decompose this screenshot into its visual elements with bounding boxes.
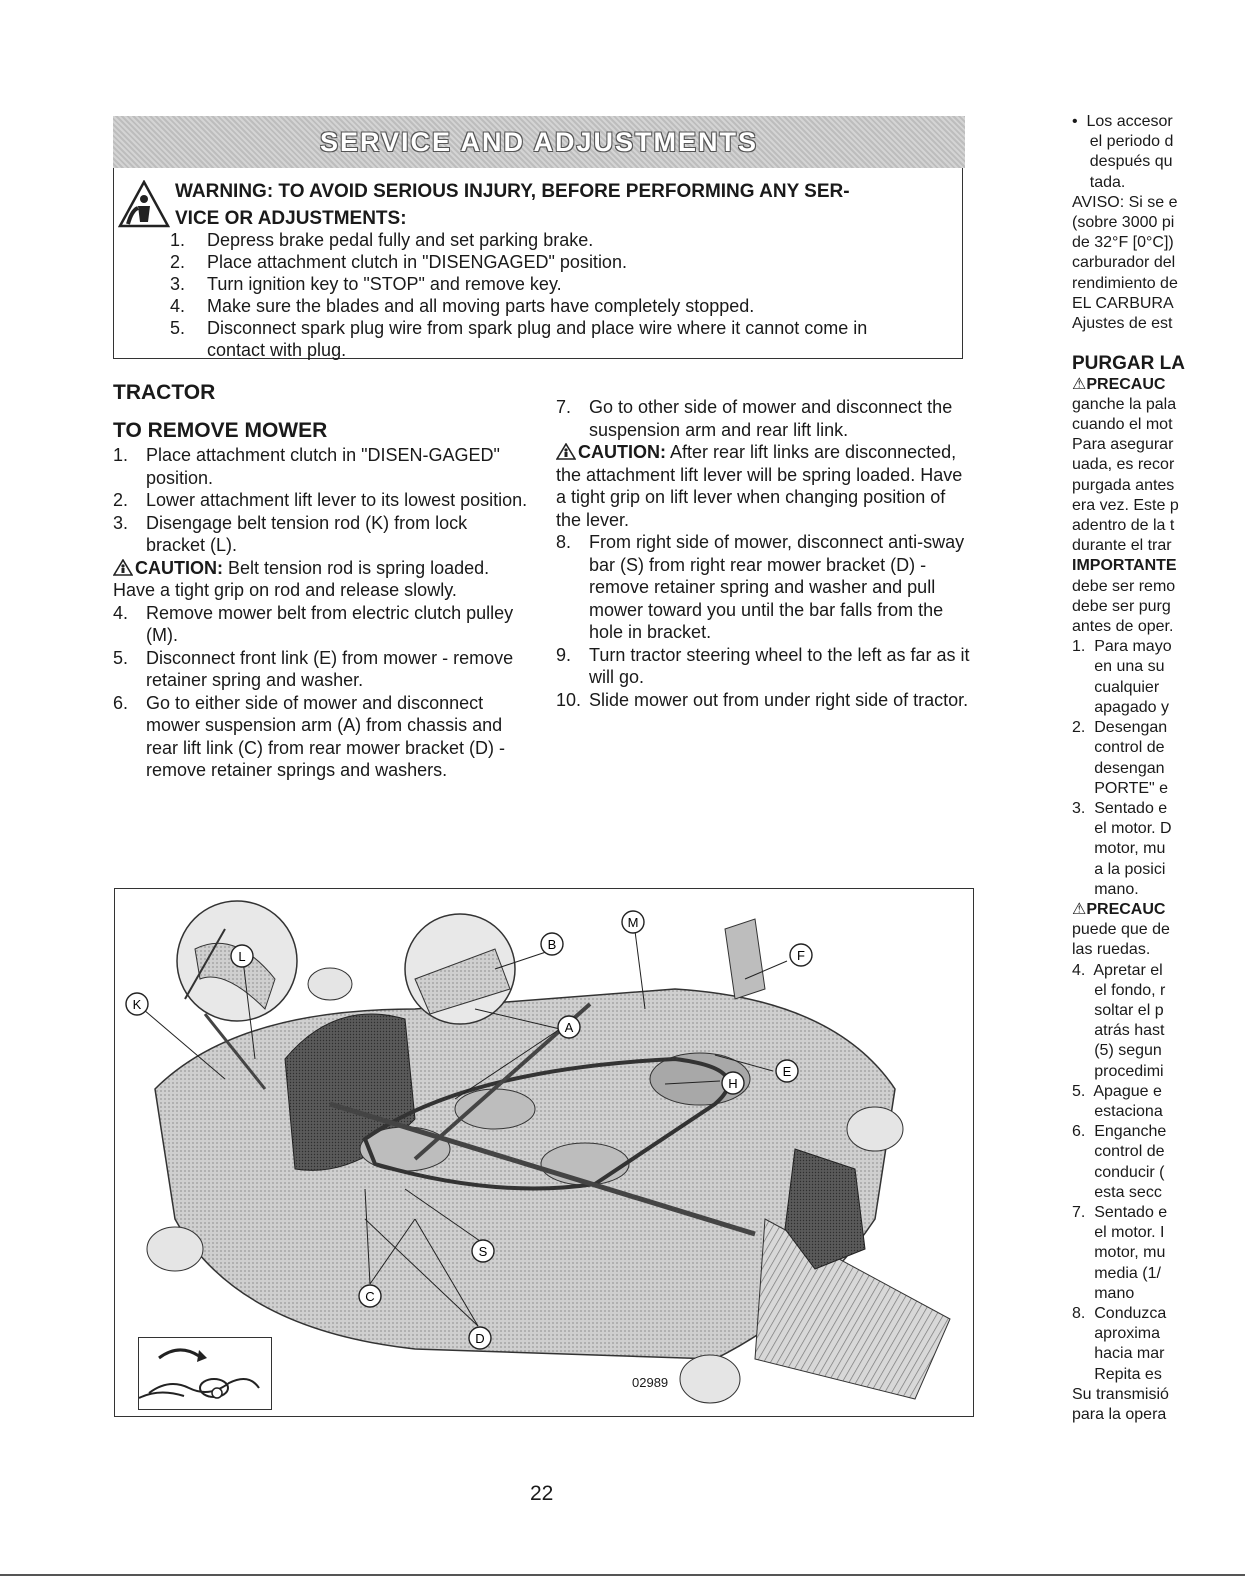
spanish-line: puede que de bbox=[1072, 921, 1170, 939]
callout-H bbox=[722, 1072, 744, 1094]
callout-M bbox=[622, 911, 644, 933]
step-item: 1. Place attachment clutch in "DISEN-GAGED" position. bbox=[113, 445, 500, 488]
step-item: 2. Lower attachment lift lever to its lowest position. bbox=[113, 490, 528, 510]
step-item: 6. Go to either side of mower and disconnect mower suspension arm (A) from chassis and rear lift link (C) from rear mower bracket (D) - remove retainer springs and washers. bbox=[113, 692, 506, 780]
spanish-line: el fondo, r bbox=[1072, 981, 1166, 999]
callout-K bbox=[126, 993, 148, 1015]
spanish-line: 3. Sentado e bbox=[1072, 799, 1168, 817]
spanish-line: tada. bbox=[1072, 173, 1126, 191]
spanish-line: ganche la pala bbox=[1072, 395, 1177, 413]
spanish-line: • Los accesor bbox=[1072, 113, 1173, 130]
spanish-line: apagado y bbox=[1072, 698, 1169, 716]
spanish-line: motor, mu bbox=[1072, 1244, 1166, 1262]
warning-step: 5. Disconnect spark plug wire from spark plug and place wire where it cannot come in contact with plug. bbox=[170, 318, 868, 360]
spanish-line: después qu bbox=[1072, 153, 1173, 171]
spanish-line: las ruedas. bbox=[1072, 941, 1151, 959]
spanish-line: uada, es recor bbox=[1072, 456, 1175, 474]
warning-step: 4. Make sure the blades and all moving parts have completely stopped. bbox=[170, 296, 755, 316]
spanish-line: Ajustes de est bbox=[1072, 315, 1173, 333]
spanish-line: Repita es bbox=[1072, 1365, 1162, 1383]
spanish-line: PORTE" e bbox=[1072, 779, 1169, 797]
spanish-line: Su transmisió bbox=[1072, 1385, 1169, 1403]
spanish-line: control de bbox=[1072, 739, 1165, 757]
spanish-line: 2. Desengan bbox=[1072, 719, 1168, 737]
step-item: 9. Turn tractor steering wheel to the left as far as it will go. bbox=[556, 644, 970, 687]
callout-A bbox=[558, 1016, 580, 1038]
spanish-line: EL CARBURA bbox=[1072, 294, 1174, 312]
spanish-line: carburador del bbox=[1072, 254, 1176, 272]
spanish-line: adentro de la t bbox=[1072, 517, 1175, 535]
warning-heading-line1: WARNING: TO AVOID SERIOUS INJURY, BEFORE PERFORMING ANY SER- bbox=[175, 181, 850, 202]
spanish-line: IMPORTANTE bbox=[1072, 557, 1177, 575]
spanish-line: esta secc bbox=[1072, 1183, 1162, 1201]
svg-text:F: F bbox=[797, 948, 805, 963]
svg-text:C: C bbox=[365, 1289, 375, 1304]
callout-C bbox=[359, 1285, 381, 1307]
warning-steps bbox=[170, 229, 960, 361]
spanish-line: cuando el mot bbox=[1072, 416, 1173, 434]
svg-text:S: S bbox=[478, 1244, 488, 1259]
spanish-line: PURGAR LA bbox=[1072, 353, 1185, 375]
spanish-line: AVISO: Si se e bbox=[1072, 193, 1178, 211]
spanish-line: procedimi bbox=[1072, 1062, 1164, 1080]
spanish-line: debe ser purg bbox=[1072, 597, 1171, 615]
spanish-line: hacia mar bbox=[1072, 1345, 1165, 1363]
step-item: 3. Disengage belt tension rod (K) from lock bracket (L). bbox=[113, 512, 468, 555]
step-item: 7. Go to other side of mower and disconnect the suspension arm and rear lift link. bbox=[556, 397, 953, 440]
section-heading: TRACTOR bbox=[113, 381, 216, 404]
spanish-line: el motor. D bbox=[1072, 820, 1172, 838]
svg-text:H: H bbox=[728, 1076, 738, 1091]
spanish-line: soltar el p bbox=[1072, 1001, 1164, 1019]
svg-text:K: K bbox=[132, 997, 142, 1012]
spanish-line: a la posici bbox=[1072, 860, 1166, 878]
spanish-line: motor, mu bbox=[1072, 840, 1166, 858]
spanish-line: en una su bbox=[1072, 658, 1165, 676]
svg-text:L: L bbox=[238, 949, 246, 964]
spanish-line: mano. bbox=[1072, 880, 1139, 898]
spanish-line: era vez. Este p bbox=[1072, 496, 1179, 514]
retainer-inset bbox=[138, 1337, 272, 1410]
spanish-line bbox=[1072, 334, 1200, 354]
caution-note: CAUTION: After rear lift links are disconnected, the attachment lift lever will be spring loaded. Have a tight grip on lift lever when changing position of the lever. bbox=[556, 442, 963, 530]
spanish-line: aproxima bbox=[1072, 1325, 1161, 1343]
spanish-line: atrás hast bbox=[1072, 1022, 1165, 1040]
spanish-line: 4. Apretar el bbox=[1072, 961, 1163, 979]
svg-text:B: B bbox=[547, 937, 557, 952]
bottom-rule bbox=[0, 1574, 1245, 1576]
spanish-line: ⚠PRECAUC bbox=[1072, 900, 1166, 918]
spanish-line: 8. Conduzca bbox=[1072, 1304, 1167, 1322]
spanish-line: 1. Para mayo bbox=[1072, 638, 1172, 656]
subsection-heading: TO REMOVE MOWER bbox=[113, 419, 328, 442]
step-item: 10. Slide mower out from under right side of tractor. bbox=[556, 689, 969, 710]
section-banner bbox=[113, 116, 965, 168]
spanish-line: el periodo d bbox=[1072, 133, 1174, 151]
svg-text:E: E bbox=[782, 1064, 792, 1079]
spanish-line: ⚠PRECAUC bbox=[1072, 375, 1166, 393]
spanish-line: de 32°F [0°C]) bbox=[1072, 234, 1174, 252]
spanish-line: el motor. I bbox=[1072, 1224, 1165, 1242]
spanish-line: cualquier bbox=[1072, 678, 1160, 696]
retainer-spring-icon bbox=[139, 1338, 270, 1408]
spanish-line: mano bbox=[1072, 1284, 1135, 1302]
spanish-line: 6. Enganche bbox=[1072, 1123, 1167, 1141]
warning-person-icon bbox=[118, 180, 170, 228]
warning-step: 1. Depress brake pedal fully and set parking brake. bbox=[170, 230, 594, 250]
spanish-line: conducir ( bbox=[1072, 1163, 1165, 1181]
spanish-line: (sobre 3000 pi bbox=[1072, 214, 1175, 232]
warning-step: 2. Place attachment clutch in "DISENGAGED" position. bbox=[170, 252, 627, 272]
spanish-line: desengan bbox=[1072, 759, 1165, 777]
caution-triangle-icon bbox=[556, 443, 576, 460]
spanish-line: 5. Apague e bbox=[1072, 1082, 1162, 1100]
spanish-line: para la opera bbox=[1072, 1406, 1167, 1423]
spanish-line: 7. Sentado e bbox=[1072, 1203, 1168, 1221]
caution-note: CAUTION: Belt tension rod is spring loaded. Have a tight grip on rod and release slowly. bbox=[113, 557, 490, 600]
spanish-line: media (1/ bbox=[1072, 1264, 1161, 1282]
callout-D bbox=[469, 1327, 491, 1349]
section-title: SERVICE AND ADJUSTMENTS bbox=[319, 126, 759, 157]
svg-text:M: M bbox=[627, 915, 639, 930]
spanish-line: Para asegurar bbox=[1072, 436, 1174, 454]
callout-L bbox=[231, 945, 253, 967]
callout-F bbox=[790, 944, 812, 966]
left-column bbox=[113, 380, 528, 782]
svg-text:D: D bbox=[475, 1331, 485, 1346]
spanish-column bbox=[1072, 112, 1200, 1497]
callout-E bbox=[776, 1060, 798, 1082]
step-item: 5. Disconnect front link (E) from mower - remove retainer spring and washer. bbox=[113, 647, 514, 690]
spanish-line: durante el trar bbox=[1072, 537, 1172, 555]
svg-text:A: A bbox=[564, 1020, 574, 1035]
step-item: 8. From right side of mower, disconnect anti-sway bar (S) from right rear mower bracket (D) - remove retainer spring and washer and pull mower toward you until the bar falls from the hole in bracket. bbox=[556, 532, 965, 642]
warning-heading bbox=[175, 178, 960, 232]
spanish-line: estaciona bbox=[1072, 1102, 1163, 1120]
callout-B bbox=[541, 933, 563, 955]
spanish-line: debe ser remo bbox=[1072, 577, 1176, 595]
callout-S bbox=[472, 1240, 494, 1262]
spanish-line: control de bbox=[1072, 1143, 1165, 1161]
page-number: 22 bbox=[530, 1482, 554, 1505]
spanish-line: antes de oper. bbox=[1072, 618, 1174, 636]
warning-step: 3. Turn ignition key to "STOP" and remove key. bbox=[170, 274, 562, 294]
warning-heading-line2: VICE OR ADJUSTMENTS: bbox=[175, 208, 407, 229]
spanish-line: (5) segun bbox=[1072, 1042, 1162, 1060]
step-item: 4. Remove mower belt from electric clutch pulley (M). bbox=[113, 602, 514, 645]
right-column bbox=[556, 396, 971, 711]
spanish-line: rendimiento de bbox=[1072, 274, 1178, 292]
figure-code: 02989 bbox=[632, 1375, 669, 1390]
caution-triangle-icon bbox=[113, 559, 133, 576]
spanish-line: purgada antes bbox=[1072, 476, 1175, 494]
